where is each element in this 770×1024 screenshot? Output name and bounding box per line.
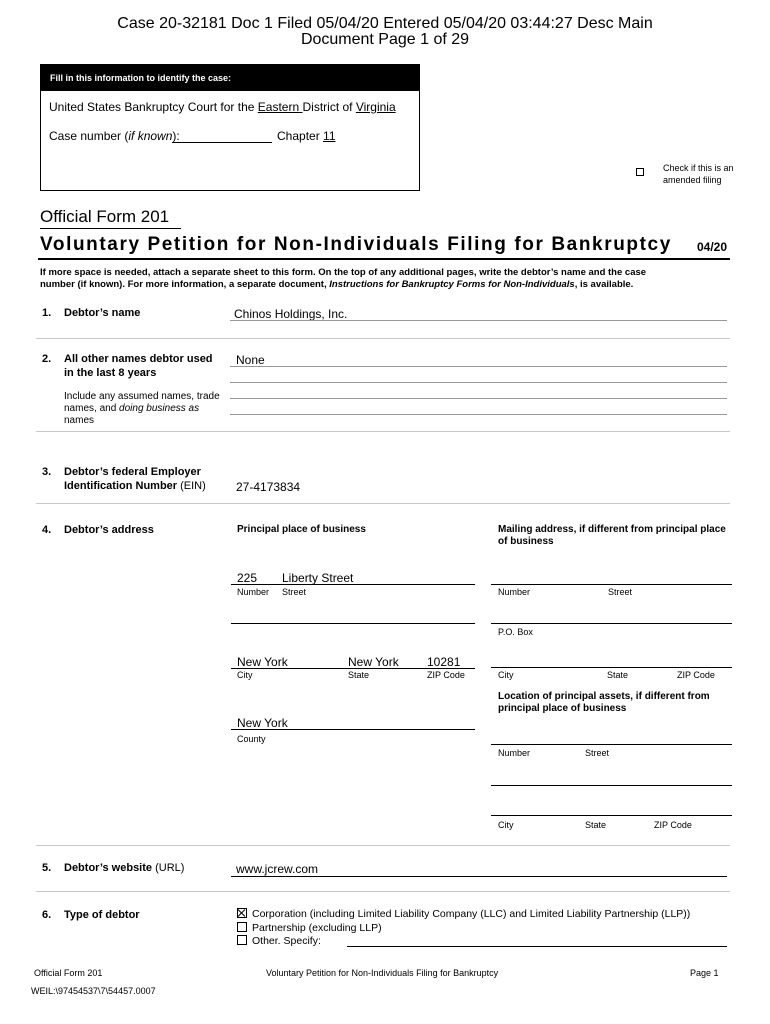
location-number-caption: Number xyxy=(498,748,531,758)
case-number-field[interactable] xyxy=(172,142,272,143)
mailing-city-caption: City xyxy=(498,670,514,680)
item-1-number: 1. xyxy=(42,307,52,319)
principal-street-value: Liberty Street xyxy=(282,571,354,585)
footer-form-name: Official Form 201 xyxy=(34,968,103,978)
location-assets-label-2: principal place of business xyxy=(498,703,627,714)
mailing-street-line[interactable] xyxy=(491,584,732,585)
principal-city-line xyxy=(231,668,475,669)
separator xyxy=(36,431,730,432)
debtor-type-other[interactable]: Other. Specify: xyxy=(237,935,321,947)
item-2-number: 2. xyxy=(42,353,52,365)
separator xyxy=(36,503,730,504)
other-names-line-3 xyxy=(230,398,727,399)
mailing-number-caption: Number xyxy=(498,587,531,597)
principal-state-value: New York xyxy=(348,655,399,669)
principal-street-line xyxy=(231,584,475,585)
separator xyxy=(36,845,730,846)
other-specify-line[interactable] xyxy=(347,946,727,947)
item-2-label-1: All other names debtor used xyxy=(64,353,213,365)
mailing-po-box-line[interactable] xyxy=(491,623,732,624)
item-3-number: 3. xyxy=(42,466,52,478)
item-5-label: Debtor’s website (URL) xyxy=(64,862,185,874)
item-2-label-2: in the last 8 years xyxy=(64,367,157,379)
checkbox-icon[interactable] xyxy=(237,935,247,945)
mailing-state-caption: State xyxy=(607,670,629,680)
website-line xyxy=(231,876,727,877)
debtor-type-corporation[interactable]: Corporation (including Limited Liability Company (LLC) and Limited Liability Partnership (LLP)) xyxy=(237,908,690,920)
footer-page-number: Page 1 xyxy=(690,968,719,978)
official-form-label: Official Form 201 xyxy=(40,207,170,226)
amended-checkbox[interactable] xyxy=(636,163,644,181)
location-street-line[interactable] xyxy=(491,744,732,745)
case-identification-box xyxy=(40,64,420,191)
location-zip-caption: ZIP Code xyxy=(654,820,692,830)
other-names-line-4 xyxy=(230,414,727,415)
case-box-heading: Fill in this information to identify the case: xyxy=(41,65,419,91)
principal-place-label: Principal place of business xyxy=(237,524,366,535)
case-number-label: Case number (if known): xyxy=(49,129,180,143)
website-value: www.jcrew.com xyxy=(236,862,319,876)
item-2-help-2: names, and doing business as xyxy=(64,403,200,414)
principal-street-caption: Street xyxy=(282,587,307,597)
separator xyxy=(36,338,730,339)
document-id: WEIL:\97454537\7\54457.0007 xyxy=(31,986,156,996)
item-3-label-2: Identification Number (EIN) xyxy=(64,480,206,492)
amended-label-2: amended filing xyxy=(663,175,722,185)
debtor-type-partnership[interactable]: Partnership (excluding LLP) xyxy=(237,922,382,934)
county-caption: County xyxy=(237,734,266,744)
state-value: Virginia xyxy=(355,100,396,114)
item-2-help-1: Include any assumed names, trade xyxy=(64,391,220,402)
item-2-help-3: names xyxy=(64,415,95,426)
item-6-number: 6. xyxy=(42,909,52,921)
item-6-label: Type of debtor xyxy=(64,909,140,921)
other-names-line-2 xyxy=(230,382,727,383)
court-line: United States Bankruptcy Court for the Eastern District of Virginia xyxy=(49,100,396,114)
ein-value: 27-4173834 xyxy=(236,480,301,494)
mailing-street-caption: Street xyxy=(608,587,633,597)
mailing-city-line[interactable] xyxy=(491,667,732,668)
footer-title: Voluntary Petition for Non-Individuals Filing for Bankruptcy xyxy=(266,968,499,978)
principal-number-value: 225 xyxy=(237,571,258,585)
other-names-value: None xyxy=(236,353,265,367)
location-line-2[interactable] xyxy=(491,785,732,786)
location-city-caption: City xyxy=(498,820,514,830)
principal-number-caption: Number xyxy=(237,587,270,597)
location-city-line[interactable] xyxy=(491,815,732,816)
principal-line-2 xyxy=(231,623,475,624)
mailing-address-label-1: Mailing address, if different from principal place xyxy=(498,524,726,535)
instructions-line1: If more space is needed, attach a separate sheet to this form. On the top of any additional pages, write the debtor’s name and the case xyxy=(40,267,647,278)
item-1-label: Debtor’s name xyxy=(64,307,141,319)
separator xyxy=(36,891,730,892)
location-assets-label-1: Location of principal assets, if different from xyxy=(498,691,710,702)
principal-city-value: New York xyxy=(237,655,288,669)
form-version: 04/20 xyxy=(697,240,728,254)
checkbox-icon[interactable] xyxy=(237,922,247,932)
item-5-number: 5. xyxy=(42,862,52,874)
amended-label-1: Check if this is an xyxy=(663,163,734,173)
mailing-po-box-caption: P.O. Box xyxy=(498,627,533,637)
district-value: Eastern xyxy=(257,100,303,114)
principal-zip-value: 10281 xyxy=(427,655,461,669)
debtor-name-line xyxy=(230,320,727,321)
principal-city-caption: City xyxy=(237,670,253,680)
location-street-caption: Street xyxy=(585,748,610,758)
mailing-address-label-2: of business xyxy=(498,536,554,547)
form-title: Voluntary Petition for Non-Individuals Filing for Bankruptcy xyxy=(40,234,672,255)
case-header-line2: Document Page 1 of 29 xyxy=(300,31,470,48)
checked-checkbox-icon[interactable] xyxy=(237,908,247,918)
item-4-number: 4. xyxy=(42,524,52,536)
item-4-label: Debtor’s address xyxy=(64,524,154,536)
instructions-line2: number (if known). For more information, a separate document, Instructions for Bankruptcy Forms for Non-Individuals, is available. xyxy=(40,279,634,290)
mailing-zip-caption: ZIP Code xyxy=(677,670,715,680)
principal-zip-caption: ZIP Code xyxy=(427,670,465,680)
chapter-value: 11 xyxy=(323,129,336,143)
case-header-line1: Case 20-32181 Doc 1 Filed 05/04/20 Entered 05/04/20 03:44:27 Desc Main xyxy=(117,15,653,32)
debtor-name-value: Chinos Holdings, Inc. xyxy=(234,307,348,321)
chapter-label: Chapter 11 xyxy=(277,129,336,143)
principal-state-caption: State xyxy=(348,670,370,680)
county-line xyxy=(231,729,475,730)
county-value: New York xyxy=(237,716,288,730)
title-rule xyxy=(38,258,730,260)
other-names-line-1 xyxy=(230,366,727,367)
item-3-label-1: Debtor’s federal Employer xyxy=(64,466,201,478)
location-state-caption: State xyxy=(585,820,607,830)
official-form-underline xyxy=(40,228,181,229)
